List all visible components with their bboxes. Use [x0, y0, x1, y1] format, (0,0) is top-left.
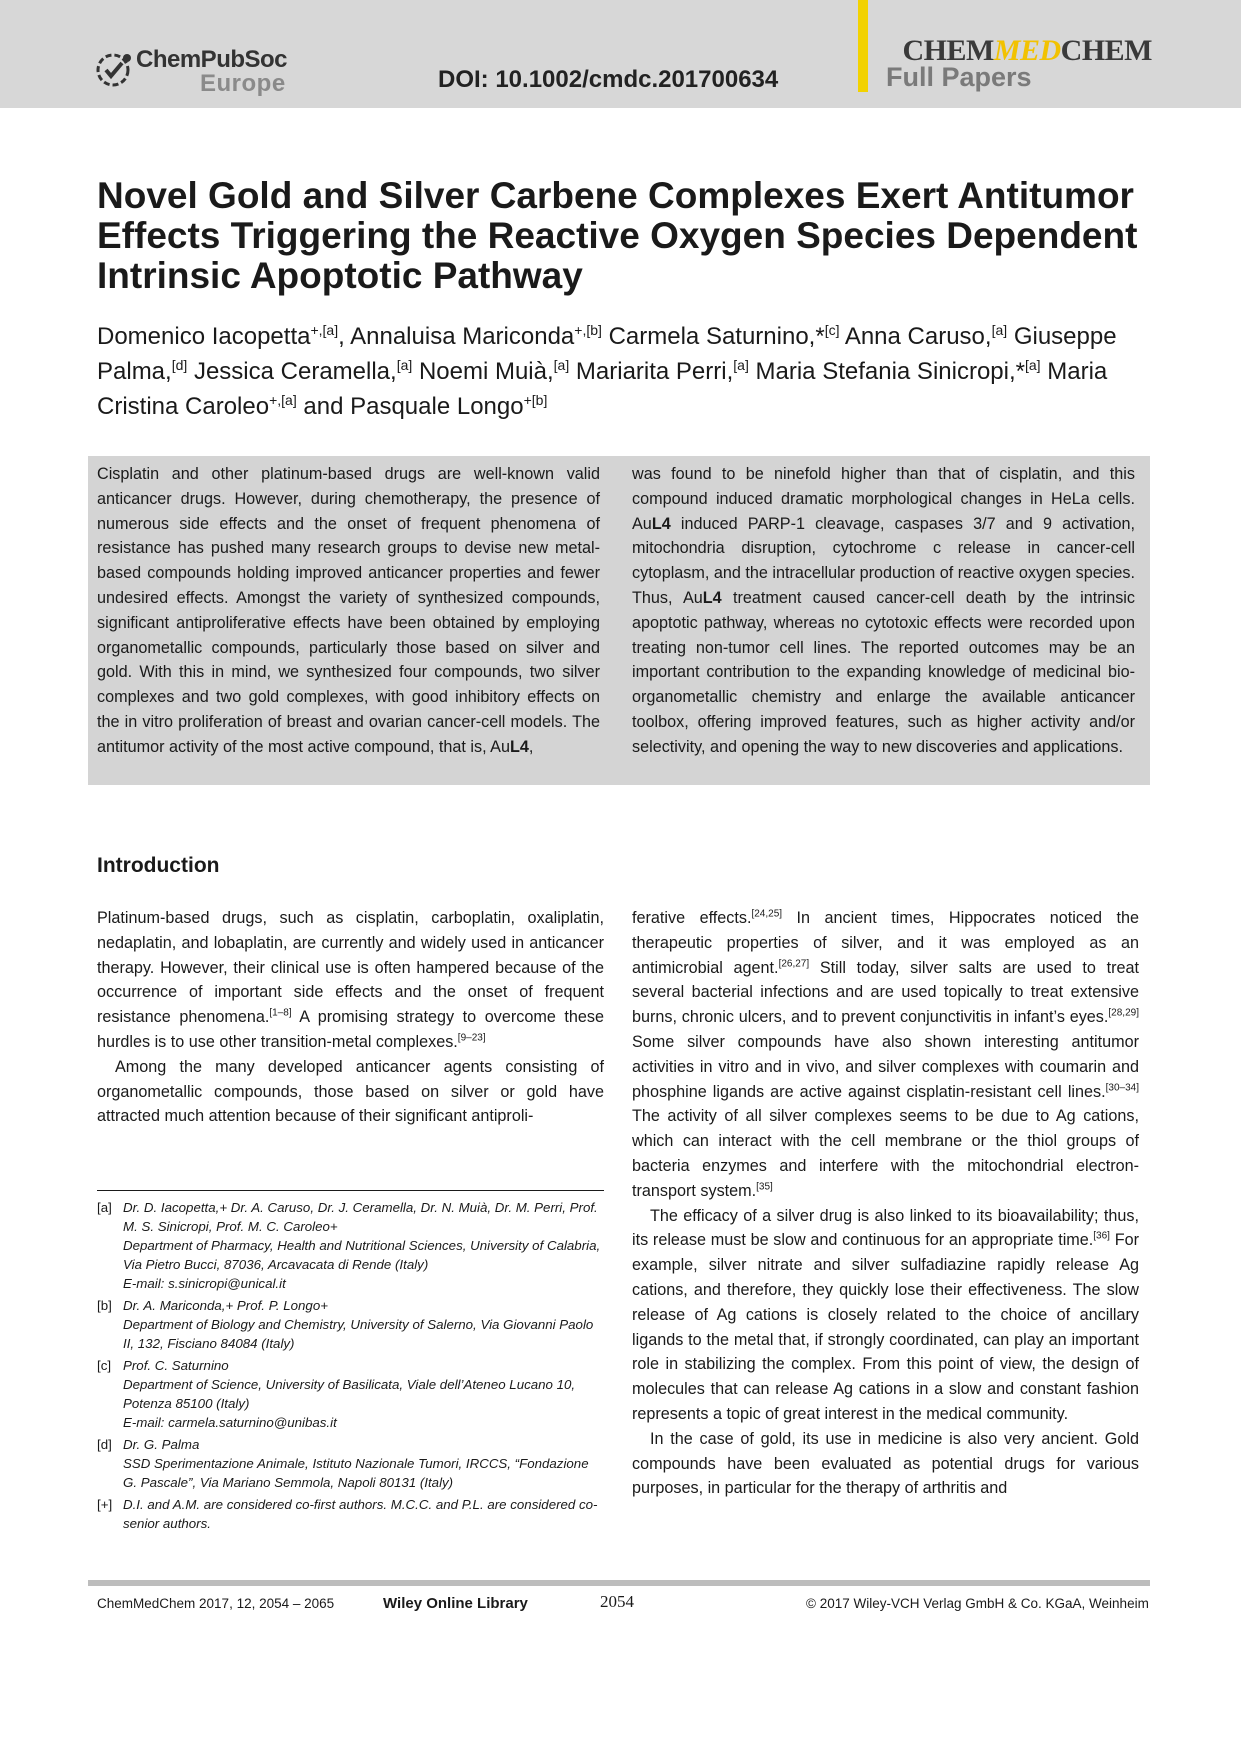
article-title: Novel Gold and Silver Carbene Complexes Exert Antitumor Effects Triggering the Reactive Oxygen Species Dependent Intrinsic Apoptotic Pathway — [97, 175, 1138, 296]
author-name[interactable]: Jessica Ceramella, — [193, 358, 397, 385]
footnote-body — [123, 1495, 604, 1533]
text-run: The activity of all silver complexes seems to be due to Ag cations, which can interact with the cell membrane or the thiol groups of bacteria enzymes and interfere with the mitochondrial electron-transport system. — [632, 1107, 1139, 1200]
chempubsoc-logo-icon — [96, 50, 134, 88]
abstract-left-column: Cisplatin and other platinum-based drugs are well-known valid anticancer drugs. However, during chemotherapy, the presence of numerous side effects and the onset of frequent phenomena of resistance has pushed many research groups to devise new metal-based compounds holding improved anticancer properties and fewer undesired effects. Amongst the variety of synthesized compounds, significant antiproliferative effects have been obtained by employing organometallic compounds, particularly those based on silver and gold. With this in mind, we synthesized four compounds, two silver complexes and two gold complexes, with good inhibitory effects on the in vitro proliferation of breast and ovarian cancer-cell models. The antitumor activity of the most active compound, that is, AuL4, — [97, 465, 600, 756]
author-name[interactable]: Noemi Muià, — [418, 358, 554, 385]
intro-right-column — [632, 906, 1139, 1501]
author-affiliation-mark: [d] — [171, 357, 188, 373]
footer-rule — [88, 1580, 1150, 1586]
citation-ref[interactable]: [35] — [756, 1181, 773, 1193]
footnote-line[interactable]: E-mail: carmela.saturnino@unibas.it — [123, 1415, 337, 1430]
text-run: A promising strategy to overcome these hurdles is to use other transition-metal complexes. — [97, 1008, 604, 1051]
paragraph — [632, 1204, 1139, 1427]
author-affiliation-mark: +[b] — [523, 392, 548, 408]
citation-ref[interactable]: [24,25] — [751, 908, 783, 920]
text-run: Some silver compounds have also shown interesting antitumor activities in vitro and in vivo, and silver complexes with coumarin and phosphine ligands are active against cisplatin-resistant cell lines. — [632, 1032, 1139, 1101]
footnote-item — [97, 1198, 604, 1293]
journal-masthead — [852, 0, 1241, 92]
logo-line2: Europe — [200, 70, 286, 97]
compound-label: L4 — [509, 737, 529, 756]
footnote-body — [123, 1296, 604, 1353]
footnote-label: [d] — [97, 1437, 112, 1452]
text-run: ferative effects. — [632, 909, 752, 927]
doi-label[interactable]: DOI: 10.1002/cmdc.201700634 — [438, 66, 779, 93]
author-affiliation-mark: +,[a] — [269, 392, 297, 408]
author-affiliation-mark: +,[a] — [310, 322, 339, 338]
footnote-line: Dr. G. Palma — [123, 1437, 200, 1452]
author-name[interactable]: and Pasquale Longo — [303, 393, 524, 420]
footer-citation: ChemMedChem 2017, 12, 2054 – 2065 — [97, 1596, 335, 1611]
footnote-line: Department of Biology and Chemistry, University of Salerno, Via Giovanni Paolo II, 132, Fisciano 84084 (Italy) — [123, 1317, 594, 1351]
logo-line1: ChemPubSoc — [136, 46, 288, 73]
author-name[interactable]: Anna Caruso, — [844, 323, 992, 350]
author-affiliation-mark: [a] — [991, 322, 1008, 338]
footnote-body — [123, 1198, 604, 1293]
compound-label: L4 — [702, 588, 722, 607]
author-name[interactable]: Giuseppe Palma, — [97, 323, 1117, 385]
journal-name-part2: MED — [993, 34, 1061, 67]
footnote-label: [a] — [97, 1200, 112, 1215]
footnote-line[interactable]: E-mail: s.sinicropi@unical.it — [123, 1276, 286, 1291]
citation-ref[interactable]: [9–23] — [457, 1032, 486, 1044]
footnote-body — [123, 1356, 604, 1432]
footnote-label: [c] — [97, 1358, 112, 1373]
author-name[interactable]: Maria Stefania Sinicropi,* — [755, 358, 1025, 385]
author-affiliation-mark: +,[b] — [574, 322, 602, 338]
footnote-label: [+] — [97, 1497, 113, 1512]
author-name[interactable]: Annaluisa Mariconda — [350, 323, 575, 350]
publisher-logo — [96, 44, 296, 97]
citation-ref[interactable]: [26,27] — [778, 958, 810, 970]
author-affiliation-mark: [a] — [396, 357, 413, 373]
text-run: Platinum-based drugs, such as cisplatin, carboplatin, oxaliplatin, nedaplatin, and lobaplatin, are currently and widely used in anticancer therapy. However, their clinical use is often hampered because of the occurrence of important side effects and the onset of frequent resistance phenomena. — [97, 909, 604, 1027]
journal-section: Full Papers — [886, 62, 1032, 92]
text-run: Still today, silver salts are used to treat several bacterial infections and are used topically to treat extensive burns, chronic ulcers, and to prevent conjunctivitis in infant’s eyes. — [632, 958, 1140, 1027]
footnote-item — [97, 1435, 604, 1492]
author-affiliation-mark: [a] — [553, 357, 570, 373]
author-name[interactable]: Domenico Iacopetta — [97, 323, 311, 350]
page-number: 2054 — [600, 1592, 634, 1611]
citation-ref[interactable]: [36] — [1093, 1230, 1110, 1242]
paragraph — [632, 906, 1139, 1204]
footnote-line: Dr. A. Mariconda,+ Prof. P. Longo+ — [123, 1298, 328, 1313]
citation-ref[interactable]: [30–34] — [1105, 1082, 1139, 1094]
paragraph — [97, 906, 604, 1055]
journal-name-part1: CHEM — [902, 34, 994, 67]
author-name[interactable]: Mariarita Perri, — [575, 358, 734, 385]
intro-left-column — [97, 906, 604, 1129]
footnote-rule — [97, 1190, 604, 1191]
footnote-label: [b] — [97, 1298, 112, 1313]
footnote-item — [97, 1296, 604, 1353]
author-affiliation-mark: [a] — [733, 357, 749, 373]
text-run: For example, silver nitrate and silver sulfadiazine rapidly release Ag cations, and therefore, they quickly lose their effectiveness. The slow release of Ag cations is closely related to the choice of ancillary ligands to the metal that, if strongly coordinated, can play an important role in stabilizing the complex. From this point of view, the design of molecules that can release Ag cations in a slow and constant fashion represents a topic of great interest in the medical community. — [632, 1231, 1139, 1423]
journal-name-part3: CHEM — [1060, 34, 1152, 67]
abstract-right-column: was found to be ninefold higher than that of cisplatin, and this compound induced dramatic morphological changes in HeLa cells. AuL4 induced PARP-1 cleavage, caspases 3/7 and 9 activation, mitochondria disruption, cytochrome c release in cancer-cell cytoplasm, and the intracellular production of reactive oxygen species. Thus, AuL4 treatment caused cancer-cell death by the intrinsic apoptotic pathway, whereas no cytotoxic effects were recorded upon treating non-tumor cell lines. The reported outcomes may be an important contribution to the expanding knowledge of medicinal bio-organometallic chemistry and enlarge the available anticancer toolbox, offering improved features, such as higher activity and/or selectivity, and opening the way to new discoveries and applications. — [632, 465, 1135, 756]
paragraph: Among the many developed anticancer agents consisting of organometallic compounds, those based on silver or gold have attracted much attention because of their significant antiproli- — [97, 1057, 604, 1126]
section-heading: Introduction — [97, 854, 220, 877]
footnote-item — [97, 1495, 604, 1533]
footnote-line: SSD Sperimentazione Animale, Istituto Nazionale Tumori, IRCCS, “Fondazione G. Pascale”, Via Mariano Semmola, Napoli 80131 (Italy) — [123, 1456, 589, 1490]
text-run: The efficacy of a silver drug is also linked to its bioavailability; thus, its release must be slow and continuous for an appropriate time. — [632, 1206, 1139, 1250]
abstract-box — [88, 456, 1150, 785]
paragraph: In the case of gold, its use in medicine is also very ancient. Gold compounds have been evaluated as potential drugs for various purposes, in particular for the therapy of arthritis and — [632, 1429, 1139, 1498]
footnote-line: Department of Science, University of Basilicata, Viale dell’Ateneo Lucano 10, Potenza 85100 (Italy) — [123, 1377, 576, 1411]
author-affiliation-mark: [c] — [824, 322, 840, 338]
footnote-line: Prof. C. Saturnino — [123, 1358, 229, 1373]
author-list: Domenico Iacopetta$^{+,[a]}$, Annaluisa Mariconda$^{+,[b]}$ Carmela Saturnino,*[c] Anna Caruso,[a] Giuseppe Palma,[d] Jessica Ceramella,[a] Noemi Muià,[a] Mariarita Perri,[a] Maria Stefania Sinicropi,*[a] Maria Cristina Caroleo$^{+,[a]}$ and Pasquale Longo$^{+[b]}$ — [97, 322, 1117, 420]
footnote-line: Department of Pharmacy, Health and Nutritional Sciences, University of Calabria, Via Pietro Bucci, 87036, Arcavacata di Rende (Italy) — [123, 1238, 601, 1272]
footnote-body — [123, 1435, 604, 1492]
text-run: In ancient times, Hippocrates noticed the therapeutic properties of silver, and it was employed as an antimicrobial agent. — [632, 909, 1139, 977]
author-affiliation-mark: [a] — [1024, 357, 1041, 373]
author-name[interactable]: Carmela Saturnino,* — [608, 323, 825, 350]
affiliation-footnotes — [97, 1198, 604, 1536]
citation-ref[interactable]: [28,29] — [1108, 1007, 1139, 1019]
footnote-line: Dr. D. Iacopetta,+ Dr. A. Caruso, Dr. J. Ceramella, Dr. N. Muià, Dr. M. Perri, Prof. M. S. Sinicropi, Prof. M. C. Caroleo+ — [123, 1200, 598, 1234]
citation-ref[interactable]: [1–8] — [269, 1007, 292, 1019]
author-name[interactable]: Maria Cristina Caroleo — [97, 358, 1108, 420]
compound-label: L4 — [651, 514, 671, 533]
footer-copyright: © 2017 Wiley-VCH Verlag GmbH & Co. KGaA, Weinheim — [806, 1596, 1149, 1611]
footnote-line: D.I. and A.M. are considered co-first authors. M.C.C. and P.L. are considered co-senior authors. — [123, 1497, 598, 1531]
footnote-item — [97, 1356, 604, 1432]
footer-wiley-link[interactable]: Wiley Online Library — [383, 1595, 528, 1612]
